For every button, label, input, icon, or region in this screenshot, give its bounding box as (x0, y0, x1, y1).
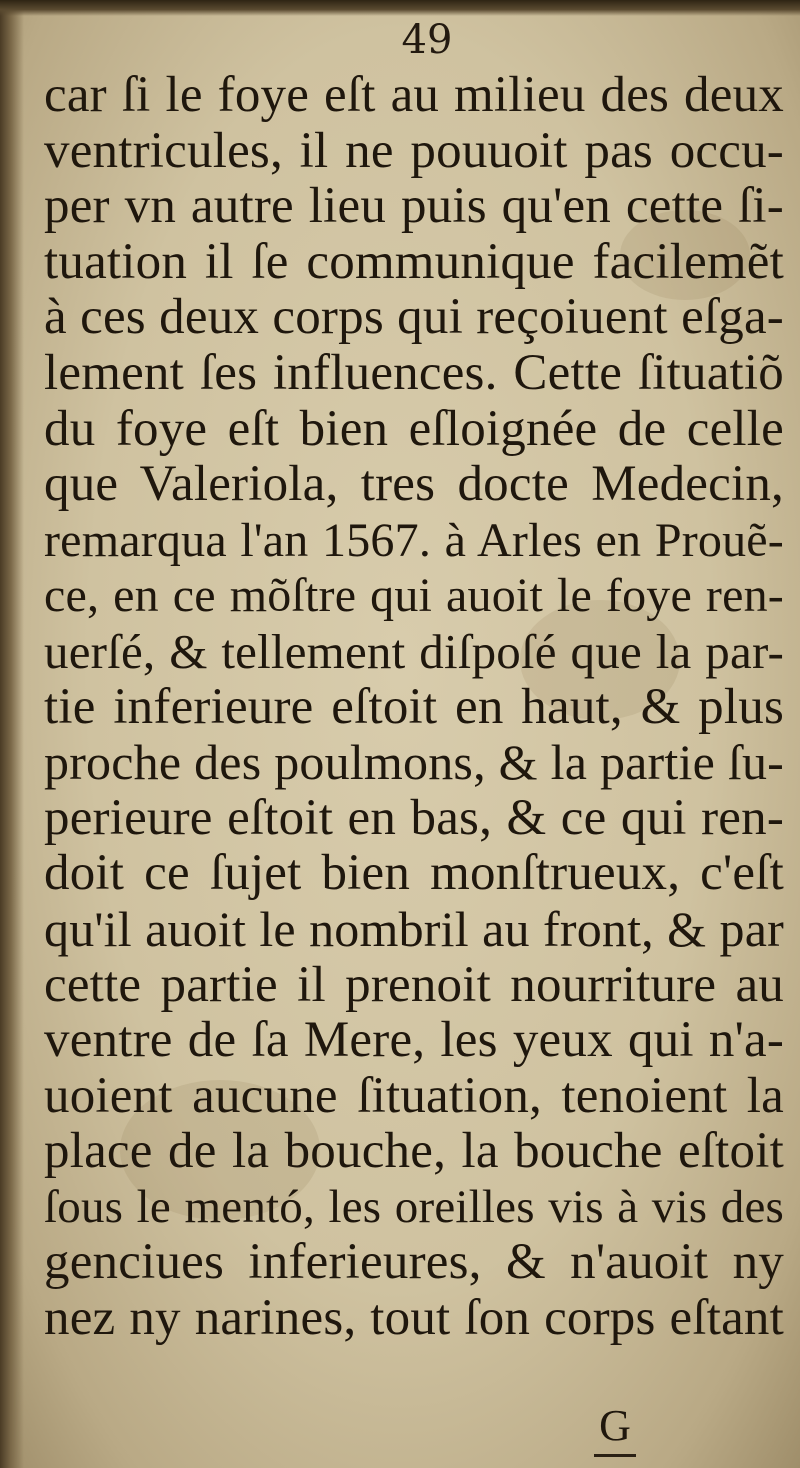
signature-underline (594, 1454, 636, 1457)
text-line: lement ſes influences. Cette ſituatiõ (44, 344, 784, 401)
text-line: perieure eſtoit en bas, & ce qui ren- (44, 789, 784, 846)
text-line: uerſé, & tellement diſpoſé que la par- (44, 623, 784, 679)
text-line: tie inferieure eſtoit en haut, & plus (44, 678, 784, 735)
text-line: doit ce ſujet bien monſtrueux, c'eſt (44, 845, 784, 902)
text-line: remarqua l'an 1567. à Arles en Prouẽ- (44, 513, 784, 567)
text-line: ce, en ce mõſtre qui auoit le foye ren- (44, 569, 784, 623)
text-line: que Valeriola, tres docte Medecin, (44, 456, 784, 513)
text-line: proche des poulmons, & la partie ſu- (44, 734, 784, 791)
text-line: ſous le mentó, les oreilles vis à vis des (44, 1180, 784, 1233)
text-line: genciues inferieures, & n'auoit ny (44, 1234, 784, 1291)
page-number: 49 (401, 17, 453, 63)
signature-mark: G (599, 1401, 631, 1450)
page-top-edge (0, 0, 800, 16)
text-line: car ſi le foye eſt au milieu des deux (44, 67, 784, 123)
text-line: place de la bouche, la bouche eſtoit (44, 1123, 784, 1180)
text-line: qu'il auoit le nombril au front, & par (44, 900, 784, 957)
text-line: nez ny narines, tout ſon corps eſtant (44, 1290, 784, 1347)
text-line: uoient aucune ſituation, tenoient la (44, 1067, 784, 1124)
text-line: tuation il ſe communique facilemẽt (44, 233, 784, 290)
text-line: cette partie il prenoit nourriture au (44, 956, 784, 1013)
text-line: ventricules, il ne pouuoit pas occu- (44, 122, 784, 179)
text-line: du foye eſt bien eſloignée de celle (44, 400, 784, 457)
binding-shadow (0, 0, 24, 1468)
body-text (44, 68, 784, 1347)
text-line: ventre de ſa Mere, les yeux qui n'a- (44, 1012, 784, 1069)
text-line: per vn autre lieu puis qu'en cette ſi- (44, 178, 784, 235)
text-line: à ces deux corps qui reçoiuent eſga- (44, 289, 784, 346)
